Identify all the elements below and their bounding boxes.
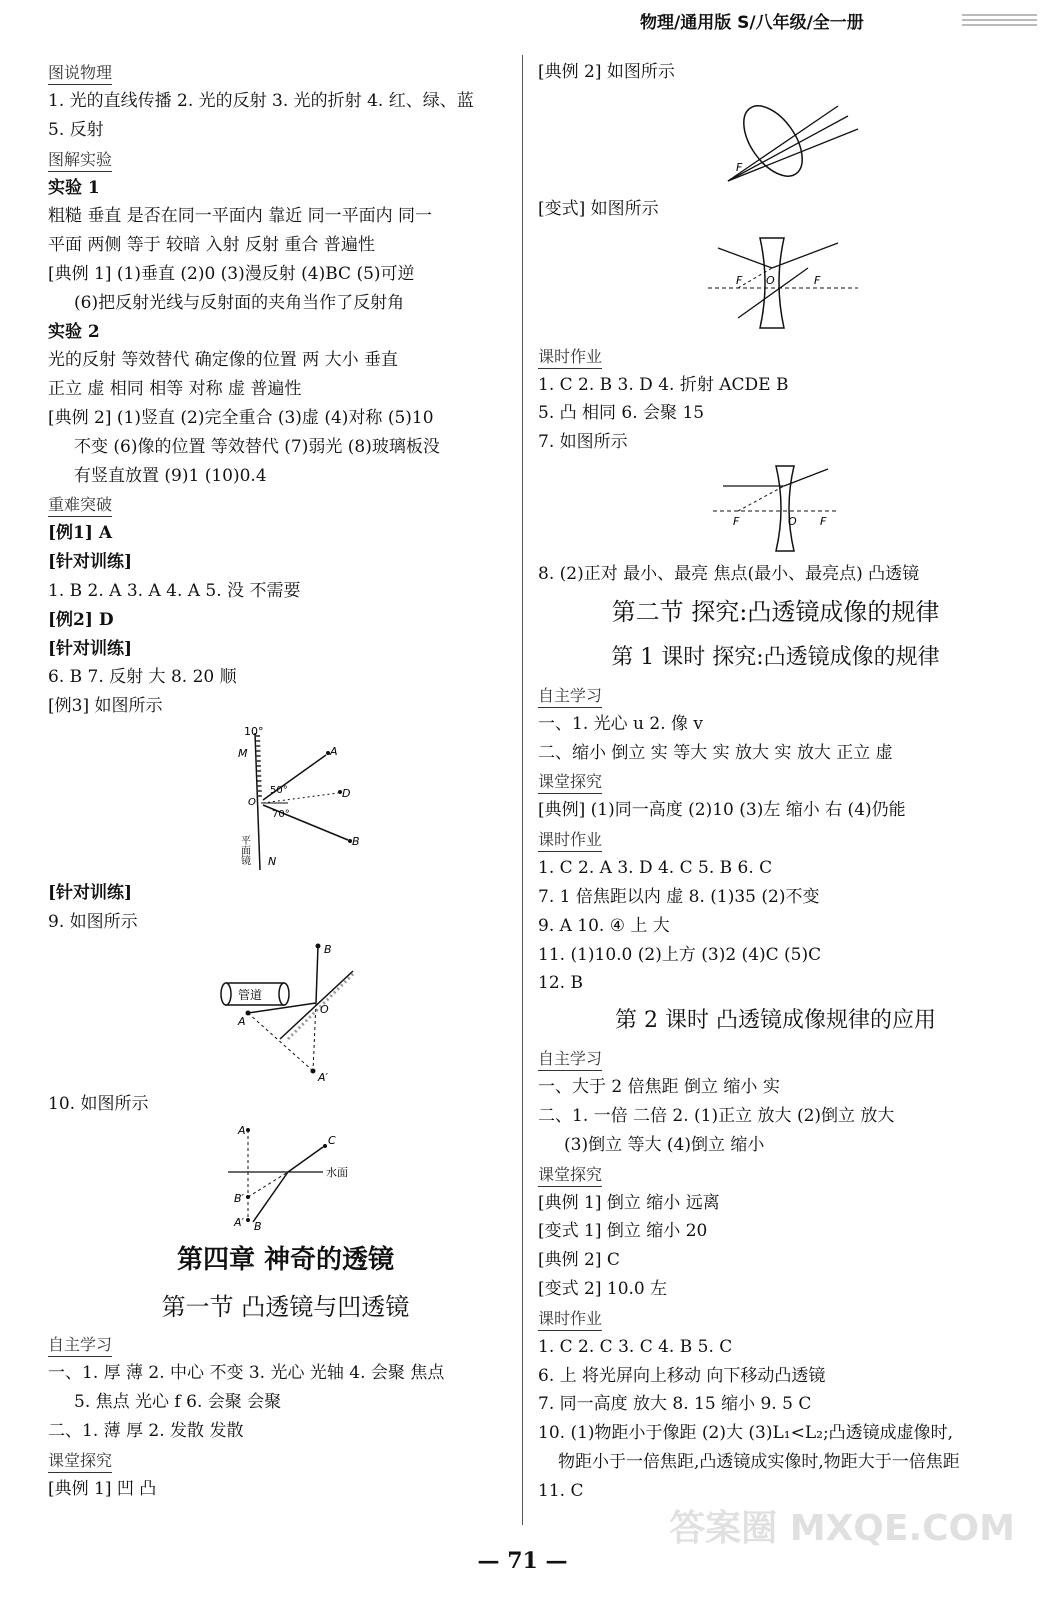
answer-line: [典例 1] (1)垂直 (2)0 (3)漫反射 (4)BC (5)可逆 — [48, 263, 415, 284]
answer-line: [典例 1] 凹 凸 — [48, 1478, 157, 1499]
answer-line: 10. 如图所示 — [48, 1093, 149, 1114]
answer-line: 11. (1)10.0 (2)上方 (3)2 (4)C (5)C — [538, 944, 822, 965]
section-title: 第二节 探究:凸透镜成像的规律 — [611, 597, 940, 626]
answer-line: [例2] D — [48, 609, 114, 630]
answer-line: 9. 如图所示 — [48, 911, 138, 932]
section-label: 自主学习 — [48, 1334, 112, 1357]
point-label: A′ — [318, 1070, 329, 1084]
answer-line: (3)倒立 等大 (4)倒立 缩小 — [564, 1134, 765, 1155]
focus-label: F — [814, 273, 821, 287]
experiment-heading: 实验 2 — [48, 321, 100, 342]
section-label: 课时作业 — [538, 346, 602, 369]
angle-label: 70° — [272, 808, 290, 820]
mirror-label: 平面镜 — [238, 834, 250, 865]
concave-lens-diagram — [538, 461, 1013, 556]
lesson-title: 第 1 课时 探究:凸透镜成像的规律 — [611, 644, 940, 670]
focus-label: F — [733, 514, 740, 528]
right-column — [538, 58, 1013, 1506]
section-label: 图解实验 — [48, 149, 112, 172]
point-label: A — [238, 1124, 246, 1138]
answer-line: 6. 上 将光屏向上移动 向下移动凸透镜 — [538, 1365, 826, 1386]
reflection-diagram — [48, 725, 523, 875]
answer-line: 正立 虚 相同 相等 对称 虚 普遍性 — [48, 379, 302, 400]
section-title: 第一节 凸透镜与凹透镜 — [161, 1293, 410, 1322]
section-label: 课时作业 — [538, 829, 602, 852]
section-label: 自主学习 — [538, 685, 602, 708]
answer-line: [针对训练] — [48, 882, 133, 903]
pipe-label: 管道 — [238, 987, 263, 1002]
refraction-diagram — [48, 1122, 523, 1232]
angle-label: 50° — [270, 784, 288, 796]
answer-line: 1. C 2. B 3. D 4. 折射 ACDE B — [538, 374, 789, 395]
answer-line: [典例 1] 倒立 缩小 远离 — [538, 1192, 720, 1213]
point-label: A′ — [234, 1216, 245, 1230]
answer-line: 5. 焦点 光心 f 6. 会聚 会聚 — [74, 1392, 282, 1413]
point-label: M — [238, 746, 248, 760]
answer-line: [针对训练] — [48, 638, 133, 659]
section-label: 课堂探究 — [538, 771, 602, 794]
section-label: 重难突破 — [48, 494, 112, 517]
answer-line: 11. C — [538, 1480, 584, 1501]
answer-line: [典例 2] C — [538, 1250, 620, 1271]
answer-line: 粗糙 垂直 是否在同一平面内 靠近 同一平面内 同一 — [48, 206, 433, 227]
answer-line: 12. B — [538, 973, 583, 994]
answer-line: 9. A 10. ④ 上 大 — [538, 915, 670, 936]
answer-line: 5. 凸 相同 6. 会聚 15 — [538, 403, 705, 424]
answer-line: [典例 2] 如图所示 — [538, 62, 675, 82]
convex-lens-diagram — [538, 91, 1013, 191]
point-label: D — [342, 786, 351, 800]
answer-line: 7. 同一高度 放大 8. 15 缩小 9. 5 C — [538, 1394, 812, 1415]
answer-line: 平面 两侧 等于 较暗 入射 反射 重合 普遍性 — [48, 235, 375, 256]
answer-line: 有竖直放置 (9)1 (10)0.4 — [74, 465, 267, 486]
point-label: B — [324, 942, 332, 956]
answer-line: [变式 1] 倒立 缩小 20 — [538, 1221, 708, 1242]
answer-line: 7. 如图所示 — [538, 432, 628, 453]
point-label: O — [248, 796, 256, 808]
section-label: 课时作业 — [538, 1308, 602, 1331]
answer-line: 物距小于一倍焦距,凸透镜成实像时,物距大于一倍焦距 — [558, 1451, 960, 1472]
answer-line: [变式] 如图所示 — [538, 198, 659, 219]
page-number: — 71 — — [477, 1548, 568, 1574]
answer-line: 一、1. 光心 u 2. 像 v — [538, 713, 704, 734]
point-label: B′ — [234, 1192, 245, 1206]
angle-label: 10° — [244, 724, 264, 738]
answer-line: 光的反射 等效替代 确定像的位置 两 大小 垂直 — [48, 350, 399, 371]
section-label: 课堂探究 — [48, 1450, 112, 1473]
answer-line: 二、1. 一倍 二倍 2. (1)正立 放大 (2)倒立 放大 — [538, 1105, 895, 1126]
chapter-title: 第四章 神奇的透镜 — [176, 1245, 395, 1276]
answer-line: 1. C 2. A 3. D 4. C 5. B 6. C — [538, 858, 773, 879]
section-label: 课堂探究 — [538, 1164, 602, 1187]
answer-line: [典例 2] (1)竖直 (2)完全重合 (3)虚 (4)对称 (5)10 — [48, 407, 434, 428]
answer-line: [变式 2] 10.0 左 — [538, 1278, 668, 1299]
header-title: 物理/通用版 S/八年级/全一册 — [640, 13, 864, 33]
point-label: N — [268, 854, 277, 868]
experiment-heading: 实验 1 — [48, 177, 100, 198]
answer-line: 5. 反射 — [48, 119, 104, 140]
watermark: 答案圈 MXQE.COM — [669, 1508, 1015, 1549]
point-label: B — [254, 1220, 262, 1233]
focus-label: F — [736, 160, 743, 174]
answer-line: 二、1. 薄 厚 2. 发散 发散 — [48, 1420, 244, 1441]
answer-line: 一、1. 厚 薄 2. 中心 不变 3. 光心 光轴 4. 会聚 焦点 — [48, 1363, 445, 1384]
point-label: A — [238, 1014, 246, 1028]
section-label: 自主学习 — [538, 1048, 602, 1071]
answer-line: [典例] (1)同一高度 (2)10 (3)左 缩小 右 (4)仍能 — [538, 800, 906, 821]
focus-label: F — [820, 514, 827, 528]
point-label: A — [330, 744, 338, 758]
focus-label: F — [736, 273, 743, 287]
point-label: B — [352, 834, 360, 848]
center-label: O — [788, 514, 797, 528]
answer-line: [针对训练] — [48, 552, 133, 573]
answer-line: 8. (2)正对 最小、最亮 焦点(最小、最亮点) 凸透镜 — [538, 563, 920, 584]
answer-line: 不变 (6)像的位置 等效替代 (7)弱光 (8)玻璃板没 — [74, 436, 440, 457]
answer-line: (6)把反射光线与反射面的夹角当作了反射角 — [74, 292, 405, 313]
point-label: C — [328, 1134, 336, 1148]
answer-line: 10. (1)物距小于像距 (2)大 (3)L₁<L₂;凸透镜成虚像时, — [538, 1423, 954, 1444]
lesson-title: 第 2 课时 凸透镜成像规律的应用 — [615, 1008, 936, 1034]
pipe-reflection-diagram — [48, 941, 523, 1086]
center-label: O — [766, 273, 775, 287]
answer-line: [例1] A — [48, 523, 113, 544]
answer-line: 一、大于 2 倍焦距 倒立 缩小 实 — [538, 1077, 780, 1098]
answer-line: 6. B 7. 反射 大 8. 20 顺 — [48, 667, 237, 688]
answer-line: [例3] 如图所示 — [48, 696, 163, 717]
answer-line: 1. B 2. A 3. A 4. A 5. 没 不需要 — [48, 580, 301, 601]
answer-line: 1. C 2. C 3. C 4. B 5. C — [538, 1336, 733, 1357]
answer-line: 7. 1 倍焦距以内 虚 8. (1)35 (2)不变 — [538, 886, 820, 907]
section-label: 图说物理 — [48, 62, 112, 85]
answer-line: 二、缩小 倒立 实 等大 实 放大 实 放大 正立 虚 — [538, 742, 893, 763]
concave-lens-diagram — [538, 228, 1013, 338]
answer-line: 1. 光的直线传播 2. 光的反射 3. 光的折射 4. 红、绿、蓝 — [48, 91, 474, 111]
left-column — [48, 58, 523, 1504]
water-label: 水面 — [326, 1166, 348, 1180]
point-label: O — [320, 1002, 329, 1016]
header-decoration — [962, 14, 1037, 29]
